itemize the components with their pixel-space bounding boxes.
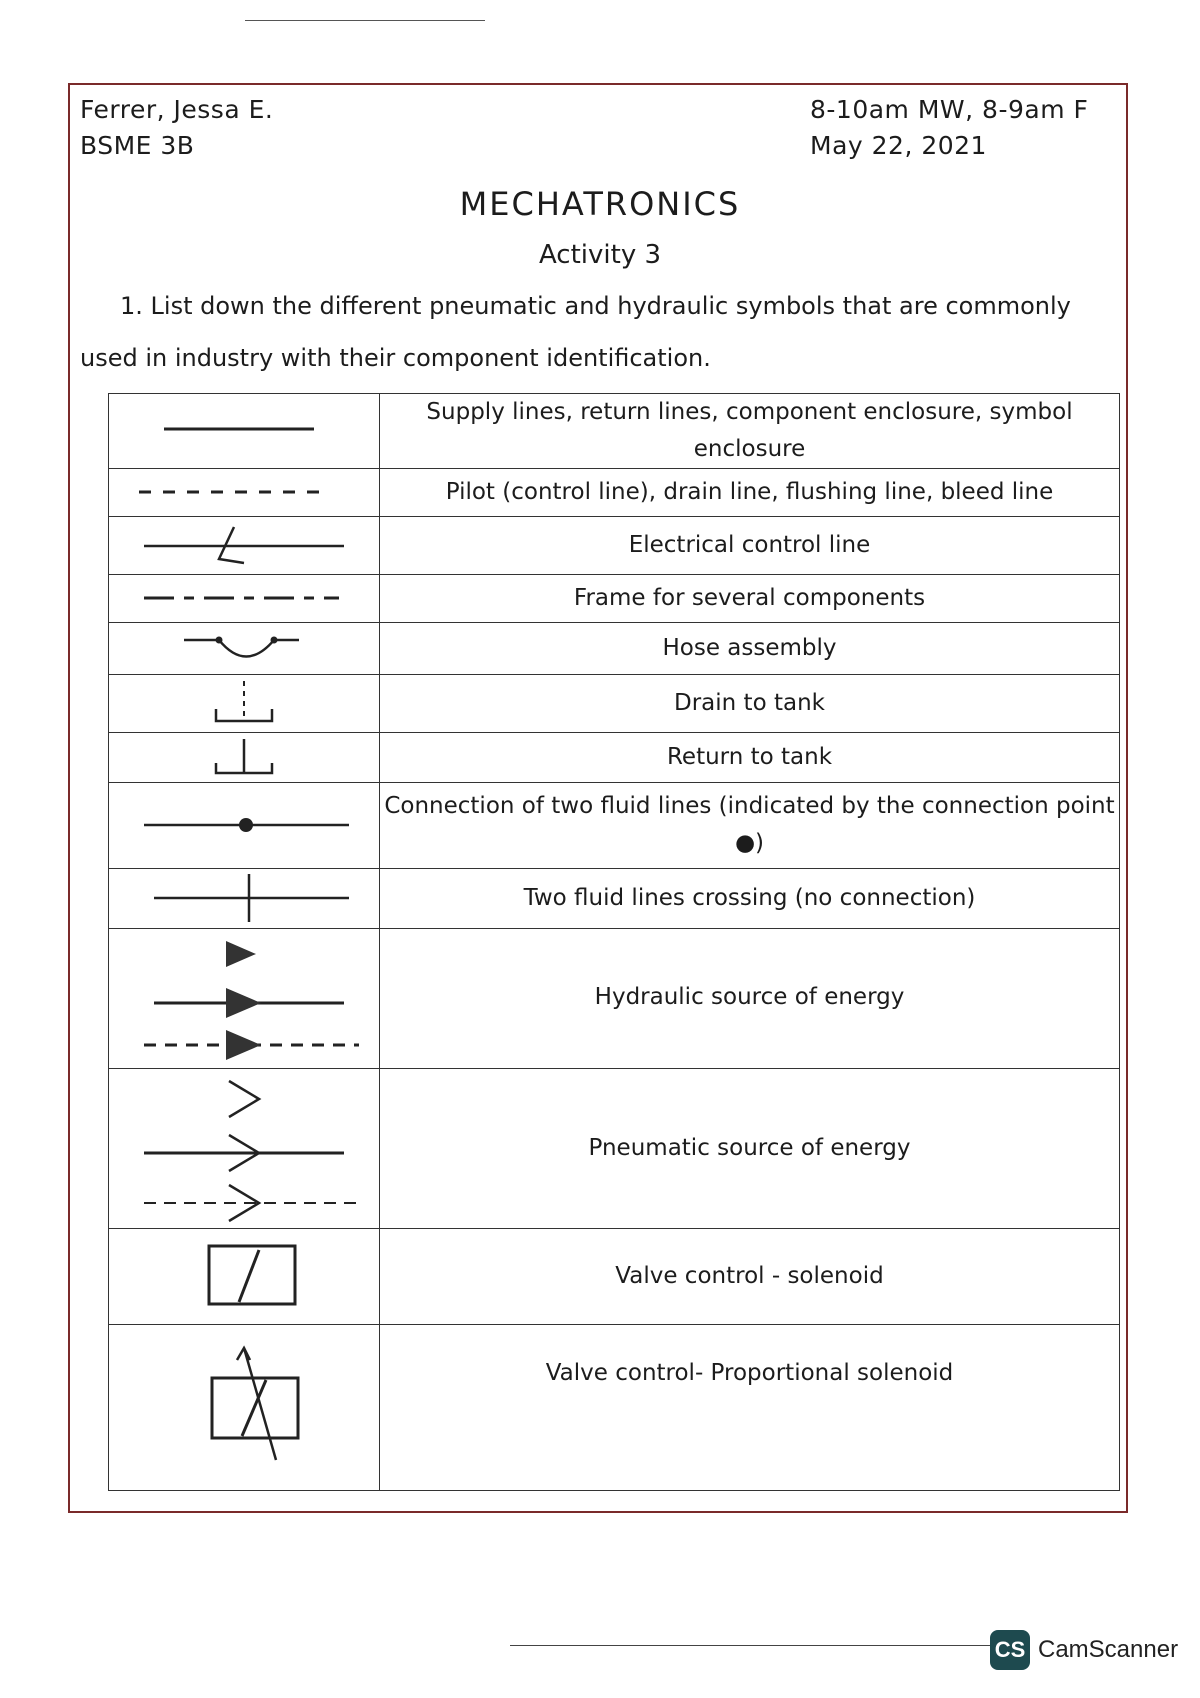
description-cell: Pilot (control line), drain line, flushing line, bleed line: [380, 468, 1120, 516]
page-title: MECHATRONICS: [459, 185, 741, 223]
table-row: [109, 574, 1120, 622]
symbol-cell: [109, 1324, 380, 1490]
description-cell: Electrical control line: [380, 516, 1120, 574]
hydraulic-source-icon: [119, 933, 369, 1063]
table-row: [109, 622, 1120, 674]
hose-icon: [124, 625, 364, 671]
symbol-cell: [109, 674, 380, 732]
symbol-cell: [109, 516, 380, 574]
symbol-cell: [109, 468, 380, 516]
solid-line-icon: [124, 411, 364, 451]
table-row: [109, 868, 1120, 928]
description-cell: Pneumatic source of energy: [380, 1068, 1120, 1228]
dash-dot-line-icon: [124, 580, 364, 616]
dashed-line-icon: [124, 474, 364, 510]
electrical-line-icon: [124, 519, 364, 571]
bottom-rule: [510, 1645, 1020, 1646]
crossing-lines-icon: [124, 870, 364, 926]
description-cell: Drain to tank: [380, 674, 1120, 732]
student-section: BSME 3B: [80, 131, 195, 160]
description-cell: Connection of two fluid lines (indicated by the connection point ●): [380, 782, 1120, 868]
connection-point-icon: [124, 795, 364, 855]
symbol-cell: [109, 928, 380, 1068]
student-name: Ferrer, Jessa E.: [80, 95, 274, 124]
proportional-solenoid-icon: [124, 1342, 364, 1472]
symbol-cell: [109, 1228, 380, 1324]
camscanner-watermark: [990, 1630, 1178, 1670]
description-cell: Valve control - solenoid: [380, 1228, 1120, 1324]
table-row: [109, 394, 1120, 469]
class-schedule: 8-10am MW, 8-9am F: [810, 95, 1089, 124]
table-row: [109, 516, 1120, 574]
table-row: [109, 1068, 1120, 1228]
camscanner-logo-icon: CS: [990, 1630, 1030, 1670]
description-cell: Supply lines, return lines, component enclosure, symbol enclosure: [380, 394, 1120, 469]
camscanner-label: CamScanner: [1038, 1636, 1179, 1663]
page-subtitle: Activity 3: [538, 240, 662, 270]
question-text: 1. List down the different pneumatic and hydraulic symbols that are commonly used in industry with their component identification.: [80, 292, 1071, 372]
solenoid-icon: [124, 1238, 364, 1314]
table-row: [109, 468, 1120, 516]
pneumatic-source-icon: [119, 1073, 369, 1223]
symbol-cell: [109, 868, 380, 928]
description-cell: Two fluid lines crossing (no connection): [380, 868, 1120, 928]
table-row: [109, 928, 1120, 1068]
symbol-cell: [109, 622, 380, 674]
symbol-cell: [109, 782, 380, 868]
table-row: [109, 1228, 1120, 1324]
description-cell: Valve control- Proportional solenoid: [380, 1324, 1120, 1490]
table-row: [109, 1324, 1120, 1490]
symbol-cell: [109, 394, 380, 469]
table-row: [109, 782, 1120, 868]
submission-date: May 22, 2021: [810, 131, 987, 160]
return-tank-icon: [124, 735, 364, 779]
symbols-table: [108, 393, 1120, 1491]
description-cell: Hose assembly: [380, 622, 1120, 674]
symbol-cell: [109, 732, 380, 782]
top-rule: [245, 20, 485, 21]
symbol-cell: [109, 1068, 380, 1228]
page-frame: [68, 83, 1128, 1513]
symbol-cell: [109, 574, 380, 622]
table-row: [109, 674, 1120, 732]
description-cell: Frame for several components: [380, 574, 1120, 622]
drain-tank-icon: [124, 677, 364, 729]
description-cell: Hydraulic source of energy: [380, 928, 1120, 1068]
table-row: [109, 732, 1120, 782]
description-cell: Return to tank: [380, 732, 1120, 782]
